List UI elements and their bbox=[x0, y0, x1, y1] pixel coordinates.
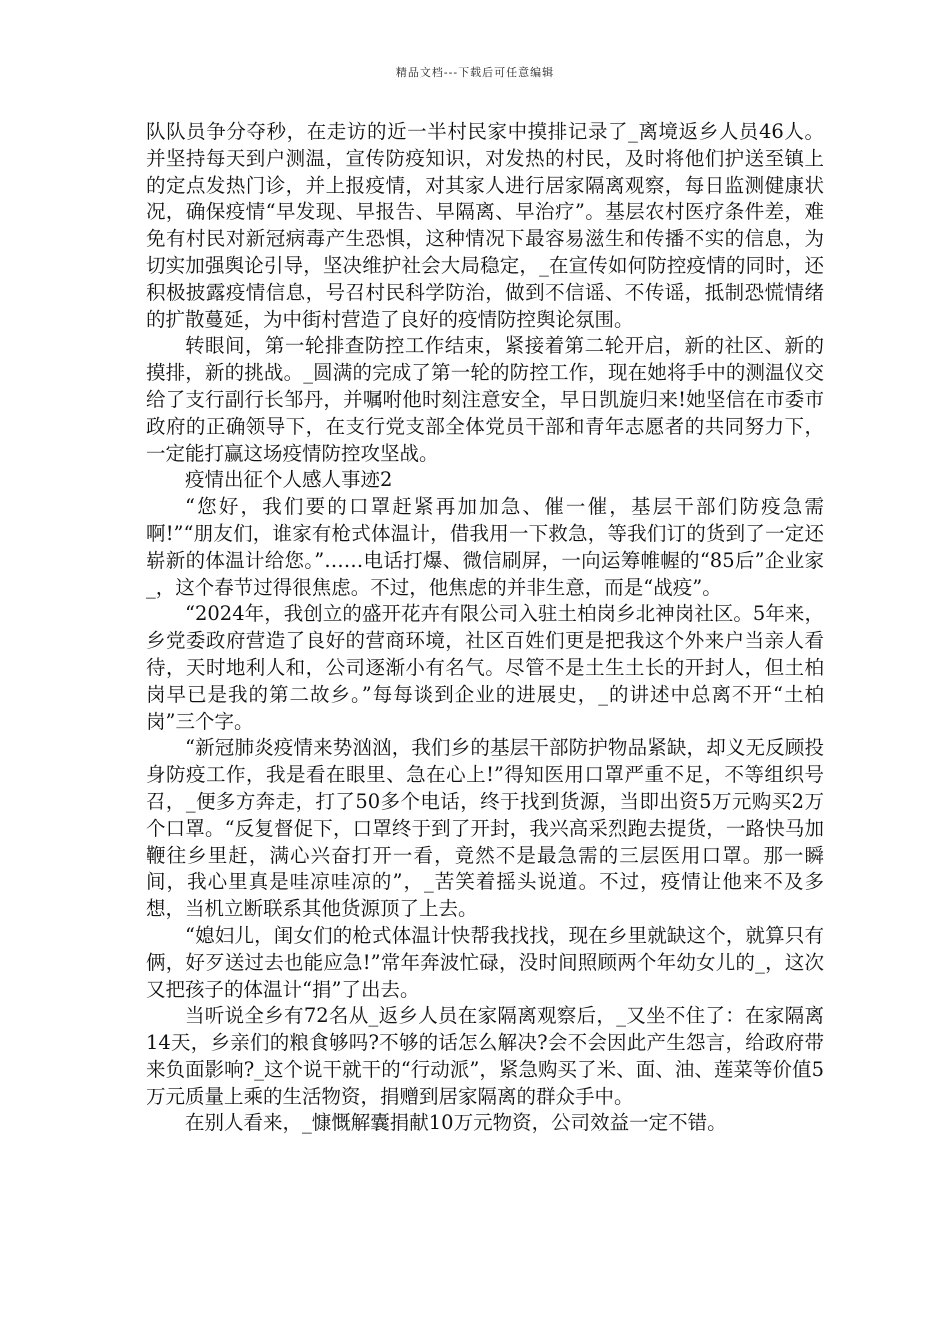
section-heading: 疫情出征个人感人事迹2 bbox=[185, 468, 393, 492]
paragraph: “2024年，我创立的盛开花卉有限公司入驻土柏岗乡北神岗社区。5年来，乡党委政府营造了良好的营商环境，社区百姓们更是把我这个外来户当亲人看待，天时地利人和，公司逐渐小有名气。尽管不是土生土长的开封人，但土柏岗早已是我的第二故乡。”每每谈到企业的进展史，_的讲述中总离不开“土柏岗”三个字。 bbox=[146, 602, 824, 733]
paragraph: 队队员争分夺秒，在走访的近一半村民家中摸排记录了_离境返乡人员46人。并坚持每天到户测温，宣传防疫知识，对发热的村民，及时将他们护送至镇上的定点发热门诊，并上报疫情，对其家人进行居家隔离观察，每日监测健康状况，确保疫情“早发现、早报告、早隔离、早治疗”。基层农村医疗条件差，难免有村民对新冠病毒产生恐惧，这种情况下最容易滋生和传播不实的信息，为切实加强舆论引导，坚决维护社会大局稳定，_在宣传如何防控疫情的同时，还积极披露疫情信息，号召村民科学防治，做到不信谣、不传谣，抵制恐慌情绪的扩散蔓延，为中街村营造了良好的疫情防控舆论氛围。 bbox=[146, 120, 824, 331]
paragraph: “媳妇儿，闺女们的枪式体温计快帮我找找，现在乡里就缺这个，就算只有俩，好歹送过去也能应急!”常年奔波忙碌，没时间照顾两个年幼女儿的_，这次又把孩子的体温计“捐”了出去。 bbox=[146, 923, 824, 1001]
paragraph: 在别人看来，_慷慨解囊捐献10万元物资，公司效益一定不错。 bbox=[185, 1111, 727, 1135]
document-body bbox=[146, 119, 824, 1137]
paragraph: “新冠肺炎疫情来势汹汹，我们乡的基层干部防护物品紧缺，却义无反顾投身防疫工作，我是看在眼里、急在心上!”得知医用口罩严重不足，不等组织号召，_便多方奔走，打了50多个电话，终于找到货源，当即出资5万元购买2万个口罩。“反复督促下，口罩终于到了开封，我兴高采烈跑去提货，一路快马加鞭往乡里赶，满心兴奋打开一看，竟然不是最急需的三层医用口罩。那一瞬间，我心里真是哇凉哇凉的”，_苦笑着摇头说道。不过，疫情让他来不及多想，当机立断联系其他货源顶了上去。 bbox=[146, 736, 824, 921]
paragraph: 转眼间，第一轮排查防控工作结束，紧接着第二轮开启，新的社区、新的摸排，新的挑战。_圆满的完成了第一轮的防控工作，现在她将手中的测温仪交给了支行副行长邹丹，并嘱咐他时刻注意安全，早日凯旋归来!她坚信在市委市政府的正确领导下，在支行党支部全体党员干部和青年志愿者的共同努力下，一定能打赢这场疫情防控攻坚战。 bbox=[146, 334, 824, 465]
paragraph: 当听说全乡有72名从_返乡人员在家隔离观察后，_又坐不住了：在家隔离14天，乡亲们的粮食够吗?不够的话怎么解决?会不会因此产生怨言，给政府带来负面影响?_这个说干就干的“行动派”，紧急购买了米、面、油、莲菜等价值5万元质量上乘的生活物资，捐赠到居家隔离的群众手中。 bbox=[146, 1004, 824, 1108]
page-header: 精品文档---下载后可任意编辑 bbox=[395, 66, 555, 79]
paragraph: “您好，我们要的口罩赶紧再加加急、催一催，基层干部们防疫急需啊!”“朋友们，谁家有枪式体温计，借我用一下救急，等我们订的货到了一定还崭新的体温计给您。”……电话打爆、微信刷屏，一向运筹帷幄的“85后”企业家_，这个春节过得很焦虑。不过，他焦虑的并非生意，而是“战疫”。 bbox=[146, 495, 824, 599]
